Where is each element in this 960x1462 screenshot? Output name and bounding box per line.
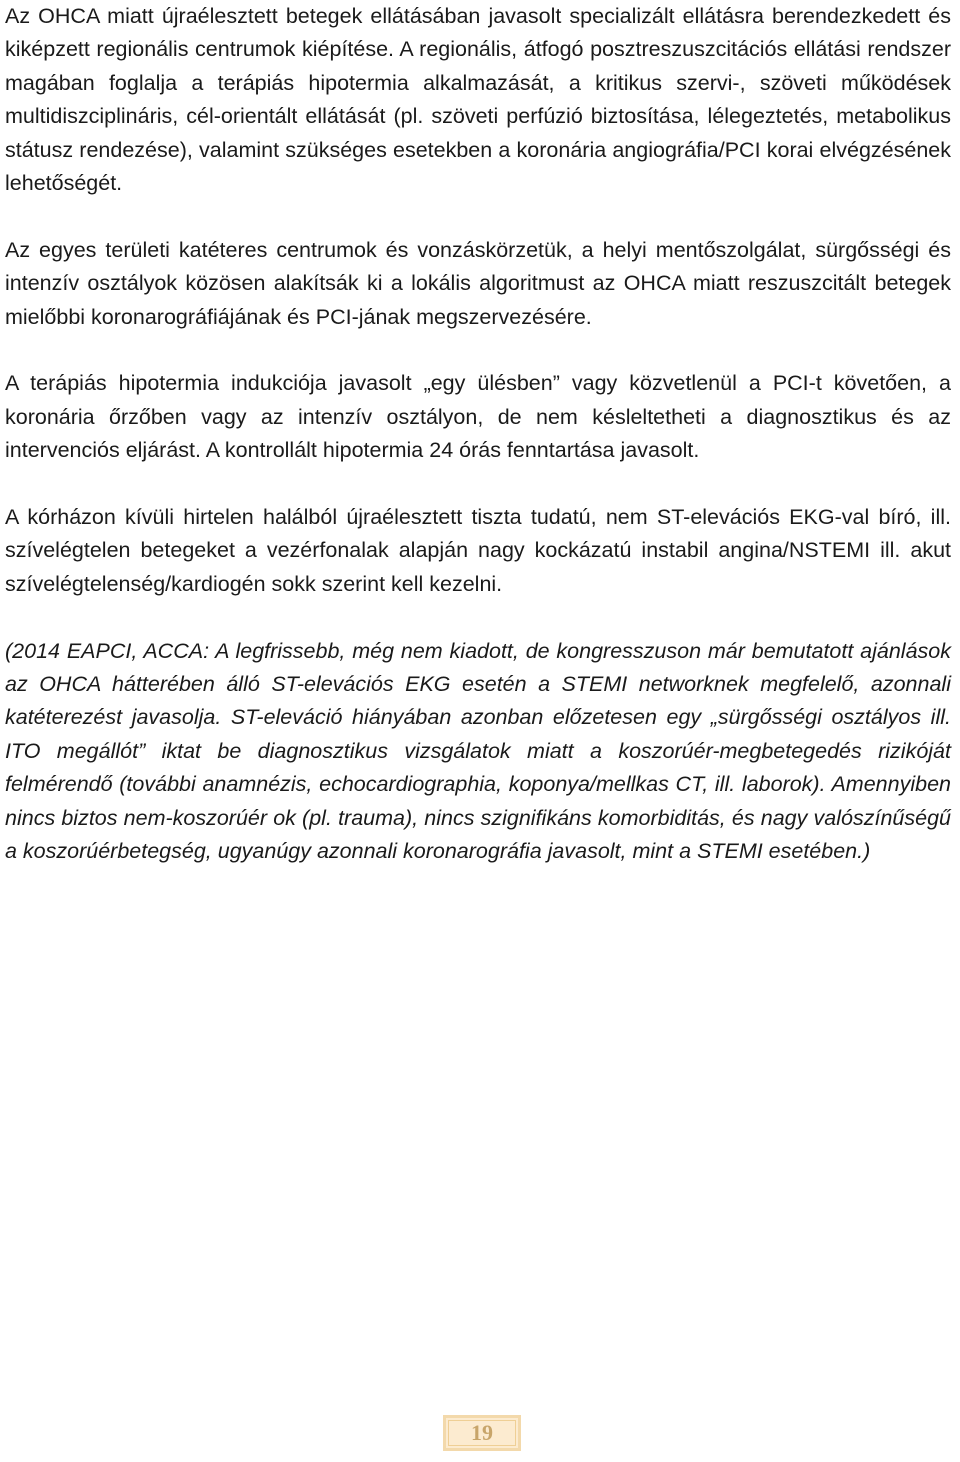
paragraph-non-stemi-management: A kórházon kívüli hirtelen halálból újraélesztett tiszta tudatú, nem ST-elevációs EKG-val bíró, ill. szívelégtelen betegeket a vezérfonalak alapján nagy kockázatú instabil angina/NSTEMI ill. akut szívelégtelenség/kardiogén sokk szerint kell kezelni. bbox=[5, 505, 951, 596]
paragraph-eapci-acca-note: (2014 EAPCI, ACCA: A legfrissebb, még nem kiadott, de kongresszuson már bemutatott ajánlások az OHCA hátterében álló ST-elevációs EKG esetén a STEMI networknek megfelelő, azonnali katéterezést javasolja. ST-eleváció hiányában azonban előzetesen egy „sürgősségi osztályos ill. ITO megállót” iktat be diagnosztikus vizsgálatok miatt a koszorúér-megbetegedés rizikóját felmérendő (további anamnézis, echocardiographia, koponya/mellkas CT, ill. laborok). Amennyiben nincs biztos nem-koszorúér ok (pl. trauma), nincs szignifikáns komorbiditás, és nagy valószínűségű a koszorúérbetegség, ugyanúgy azonnali koronarográfia javasolt, mint a STEMI esetében.) bbox=[5, 638, 951, 864]
page-number-badge bbox=[443, 1415, 521, 1451]
page-number: 19 bbox=[471, 1420, 493, 1445]
paragraph-regional-centers: Az OHCA miatt újraélesztett betegek ellátásában javasolt specializált ellátásra berendezkedett és kiképzett regionális centrumok kiépítése. A regionális, átfogó posztreszuszcitációs ellátási rendszer magában foglalja a terápiás hipotermia alkalmazását, a kritikus szervi-, szöveti működések multidiszciplináris, cél-orientált ellátását (pl. szöveti perfúzió biztosítása, lélegeztetés, metabolikus státusz rendezése), valamint szükséges esetekben a koronária angiográfia/PCI korai elvégzésének lehetőségét. bbox=[5, 4, 951, 196]
paragraph-therapeutic-hypothermia: A terápiás hipotermia indukciója javasolt „egy ülésben” vagy közvetlenül a PCI-t követően, a koronária őrzőben vagy az intenzív osztályon, de nem késleltetheti a diagnosztikus és az intervenciós eljárást. A kontrollált hipotermia 24 órás fenntartása javasolt. bbox=[5, 371, 951, 463]
paragraph-local-algorithm: Az egyes területi katéteres centrumok és vonzáskörzetük, a helyi mentőszolgálat, sürgősségi és intenzív osztályok közösen alakítsák ki a lokális algoritmust az OHCA miatt reszuszcitált betegek mielőbbi koronarográfiájának és PCI-jának megszervezésére. bbox=[5, 237, 951, 329]
document-body bbox=[5, 0, 951, 869]
